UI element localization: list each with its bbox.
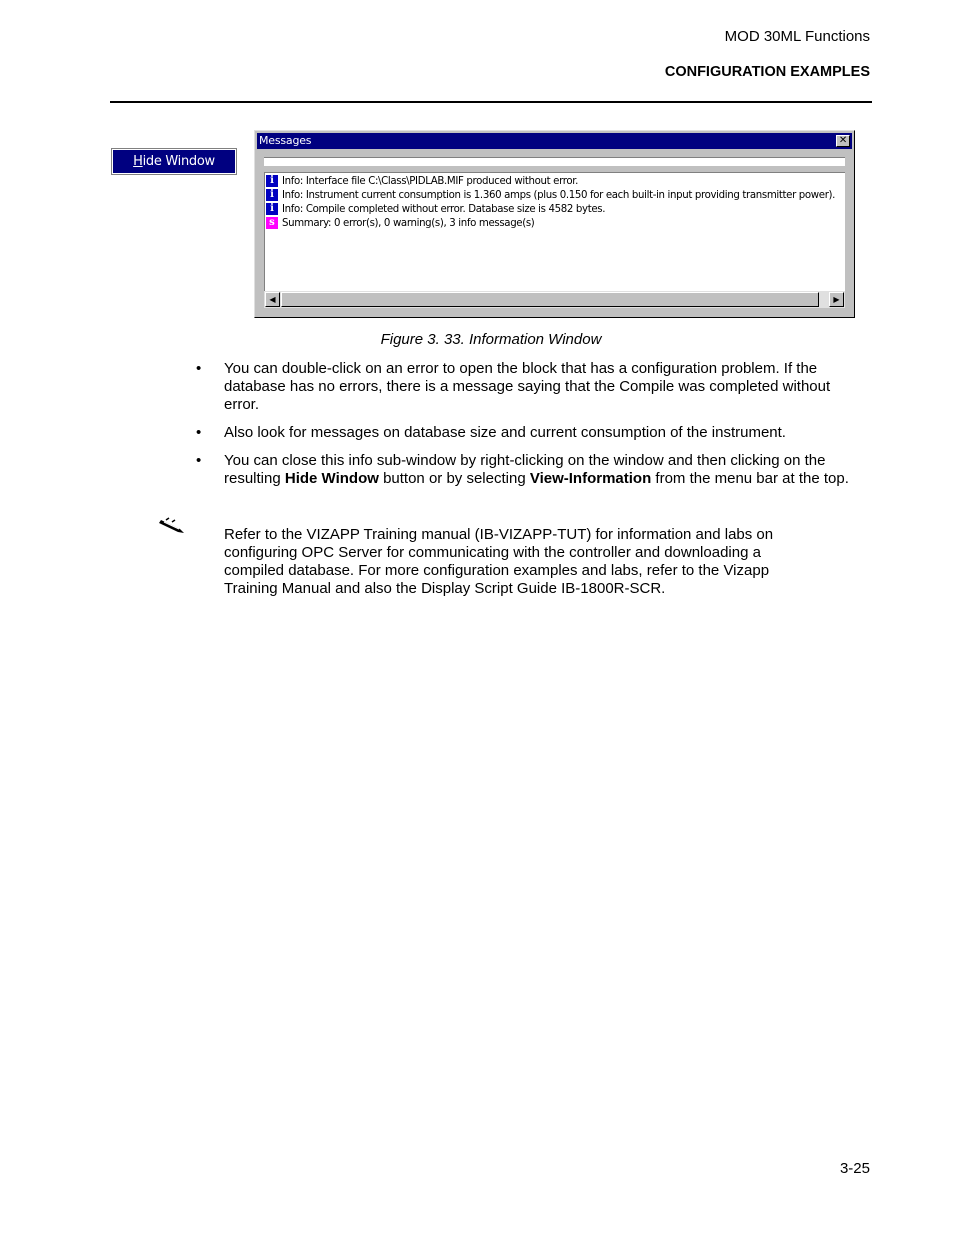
message-row[interactable] (266, 188, 835, 202)
hide-window-label: ide Window (142, 154, 215, 169)
message-text: Info: Compile completed without error. Database size is 4582 bytes. (282, 203, 606, 215)
message-row[interactable] (266, 202, 605, 216)
info-icon: i (266, 189, 278, 201)
bullet-marker: • (196, 424, 202, 441)
messages-header-strip (264, 157, 845, 166)
note-text: Refer to the VIZAPP Training manual (IB-VIZAPP-TUT) for information and labs on configuring OPC Server for communicating with the controller and downloading a compiled database. For more configuration examples and labs, refer to the Vizapp Training Manual and also the Display Script Guide IB-1800R-SCR. (224, 526, 774, 597)
view-information-term: View-Information (529, 470, 652, 487)
header-rule (110, 101, 872, 103)
list-item (196, 424, 862, 442)
messages-window (254, 130, 855, 318)
bullet-text (224, 452, 849, 487)
scrollbar-thumb[interactable] (281, 292, 819, 307)
message-row[interactable] (266, 174, 578, 188)
message-row[interactable] (266, 216, 534, 230)
bullet-text-part: from the menu bar at the top. (651, 470, 849, 487)
message-text: Summary: 0 error(s), 0 warning(s), 3 info message(s) (282, 217, 535, 229)
horizontal-scrollbar[interactable] (264, 291, 845, 308)
running-header-section: CONFIGURATION EXAMPLES (664, 64, 870, 80)
hide-window-accelerator: H (133, 154, 143, 169)
running-header-title: MOD 30ML Functions (724, 28, 870, 45)
page-number: 3-25 (839, 1160, 870, 1177)
hide-window-button[interactable] (112, 149, 236, 174)
bullet-marker: • (196, 360, 202, 377)
bullet-text: You can double-click on an error to open the block that has a configuration problem. If the database has no errors, there is a message saying that the Compile was completed without error. (224, 360, 831, 413)
messages-title: Messages (259, 134, 312, 147)
summary-icon: s (266, 217, 278, 229)
info-icon: i (266, 175, 278, 187)
messages-list[interactable] (264, 172, 845, 292)
message-text: Info: Instrument current consumption is 1.360 amps (plus 0.150 for each built-in input providing transmitter power). (282, 189, 836, 201)
bullet-text-part: You can close this info sub-window by right-clicking on the window and then clicking on the resulting (224, 452, 826, 487)
figure-caption: Figure 3. 33. Information Window (380, 331, 602, 348)
scroll-right-icon[interactable]: ▶ (829, 292, 844, 307)
bullet-text-part: button or by selecting (378, 470, 530, 487)
close-icon[interactable]: ✕ (836, 135, 850, 147)
messages-title-bar[interactable] (257, 133, 852, 149)
bullet-text: Also look for messages on database size and current consumption of the instrument. (224, 424, 786, 441)
info-icon: i (266, 203, 278, 215)
pencil-note-icon (158, 516, 188, 536)
bullet-list (196, 360, 862, 498)
scroll-left-icon[interactable]: ◀ (265, 292, 280, 307)
hide-window-term: Hide Window (284, 470, 379, 487)
list-item (196, 360, 862, 414)
bullet-marker: • (196, 452, 202, 469)
message-text: Info: Interface file C:\Class\PIDLAB.MIF produced without error. (282, 175, 579, 187)
list-item (196, 452, 862, 488)
